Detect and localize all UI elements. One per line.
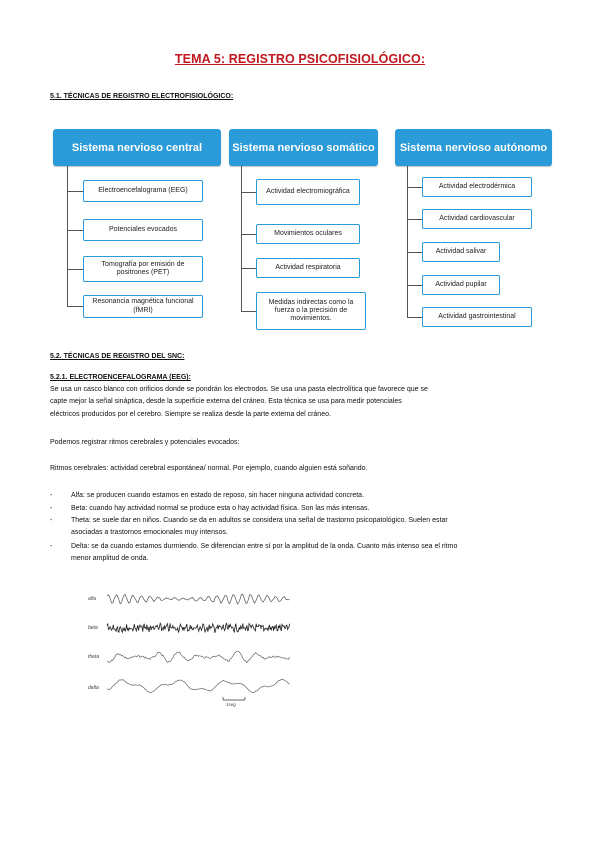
ritmos-line: Ritmos cerebrales: actividad cerebral espontánea/ normal. Por ejemplo, cuando alguien está soñando. [50, 465, 368, 472]
nervous-system-diagram [0, 0, 600, 340]
node-movimientos-oculares: Movimientos oculares [256, 224, 360, 244]
bullet-dash: - [50, 505, 53, 512]
connector [67, 306, 83, 307]
bullet-text: Beta: cuando hay actividad normal se produce esta o hay actividad física. Son las más intensas. [71, 505, 370, 512]
wave-label-beta: beta [88, 625, 98, 631]
scale-bar [223, 697, 245, 700]
connector [241, 311, 256, 312]
node-gastrointestinal: Actividad gastrointestinal [422, 307, 532, 327]
bullet-alfa [50, 491, 550, 503]
node-pet: Tomografía por emisión de positrones (PET) [83, 256, 203, 282]
node-potenciales: Potenciales evocados [83, 219, 203, 241]
connector [67, 166, 68, 306]
bullet-dash: - [50, 517, 53, 524]
bullet-theta [50, 516, 550, 540]
wave-trace-theta [107, 651, 290, 662]
wave-label-theta: theta [88, 654, 100, 660]
node-respiratoria: Actividad respiratoria [256, 258, 360, 278]
node-medidas-indirectas: Medidas indirectas como la fuerza o la precisión de movimientos. [256, 292, 366, 330]
paragraph-line: eléctricos producidos por el cerebro. Siempre se realiza desde la parte externa del cráneo. [50, 410, 331, 418]
node-electromiografica: Actividad electromiográfica [256, 179, 360, 205]
connector [407, 187, 422, 188]
scale-label: 1seg [226, 702, 236, 707]
connector [241, 268, 256, 269]
node-eeg: Electroencefalograma (EEG) [83, 180, 203, 202]
bullet-dash: - [50, 492, 53, 499]
connector [67, 191, 83, 192]
connector [241, 166, 242, 311]
connector [241, 192, 256, 193]
bullet-dash: - [50, 543, 53, 550]
connector [407, 285, 422, 286]
bullet-text: menor amplitud de onda. [71, 555, 149, 562]
connector [241, 234, 256, 235]
bullet-text: Theta: se suele dar en niños. Cuando se da en adultos se considera una señal de trastorno psicopatológico. Suelen estar [71, 517, 448, 524]
node-electrodermica: Actividad electrodérmica [422, 177, 532, 197]
connector [67, 269, 83, 270]
section-heading-5-2-1: 5.2.1. ELECTROENCEFALOGRAMA (EEG): [50, 374, 191, 381]
connector [407, 166, 408, 317]
page-title: TEMA 5: REGISTRO PSICOFISIOLÓGICO: [174, 52, 426, 66]
registrar-line: Podemos registrar ritmos cerebrales y potenciales evocados: [50, 439, 240, 446]
node-cardiovascular: Actividad cardiovascular [422, 209, 532, 229]
heading-somatico: Sistema nervioso somático [229, 129, 378, 166]
bullet-text: Alfa: se producen cuando estamos en estado de reposo, sin hacer ninguna actividad concreta. [71, 492, 365, 499]
eeg-waves-figure [85, 580, 300, 710]
wave-label-alfa: alfa [88, 596, 97, 602]
heading-autonomo: Sistema nervioso autónomo [395, 129, 552, 166]
section-heading-5-1: 5.1. TÉCNICAS DE REGISTRO ELECTROFISIOLÓGICO: [50, 93, 234, 100]
wave-label-delta: delta [88, 685, 99, 691]
wave-traces [85, 580, 300, 710]
connector [407, 252, 422, 253]
connector [407, 317, 422, 318]
node-fmri: Resonancia magnética funcional (fMRI) [83, 295, 203, 318]
paragraph-line: Se usa un casco blanco con orificios donde se pondrán los electrodos. Se usa una pasta electrolítica que favorece que se [50, 386, 428, 393]
bullet-text: asociadas a trastornos emocionales muy intensos. [71, 529, 228, 536]
paragraph-line: capte mejor la señal sináptica, desde la superficie externa del cráneo. Esta técnica se usa para medir potenciales [50, 398, 402, 406]
connector [407, 219, 422, 220]
bullet-delta [50, 542, 550, 566]
node-salivar: Actividad salivar [422, 242, 500, 262]
bullet-text: Delta: se da cuando estamos durmiendo. Se diferencian entre sí por la amplitud de la onda. Cuanto más intenso sea el ritmo [71, 543, 458, 550]
node-pupilar: Actividad pupilar [422, 275, 500, 295]
connector [67, 230, 83, 231]
wave-trace-beta [107, 623, 290, 633]
eeg-paragraph [50, 384, 550, 421]
wave-trace-delta [107, 679, 289, 692]
wave-trace-alfa [107, 594, 289, 604]
heading-central: Sistema nervioso central [53, 129, 221, 166]
bullet-beta [50, 504, 550, 516]
section-heading-5-2: 5.2. TÉCNICAS DE REGISTRO DEL SNC: [50, 353, 185, 360]
